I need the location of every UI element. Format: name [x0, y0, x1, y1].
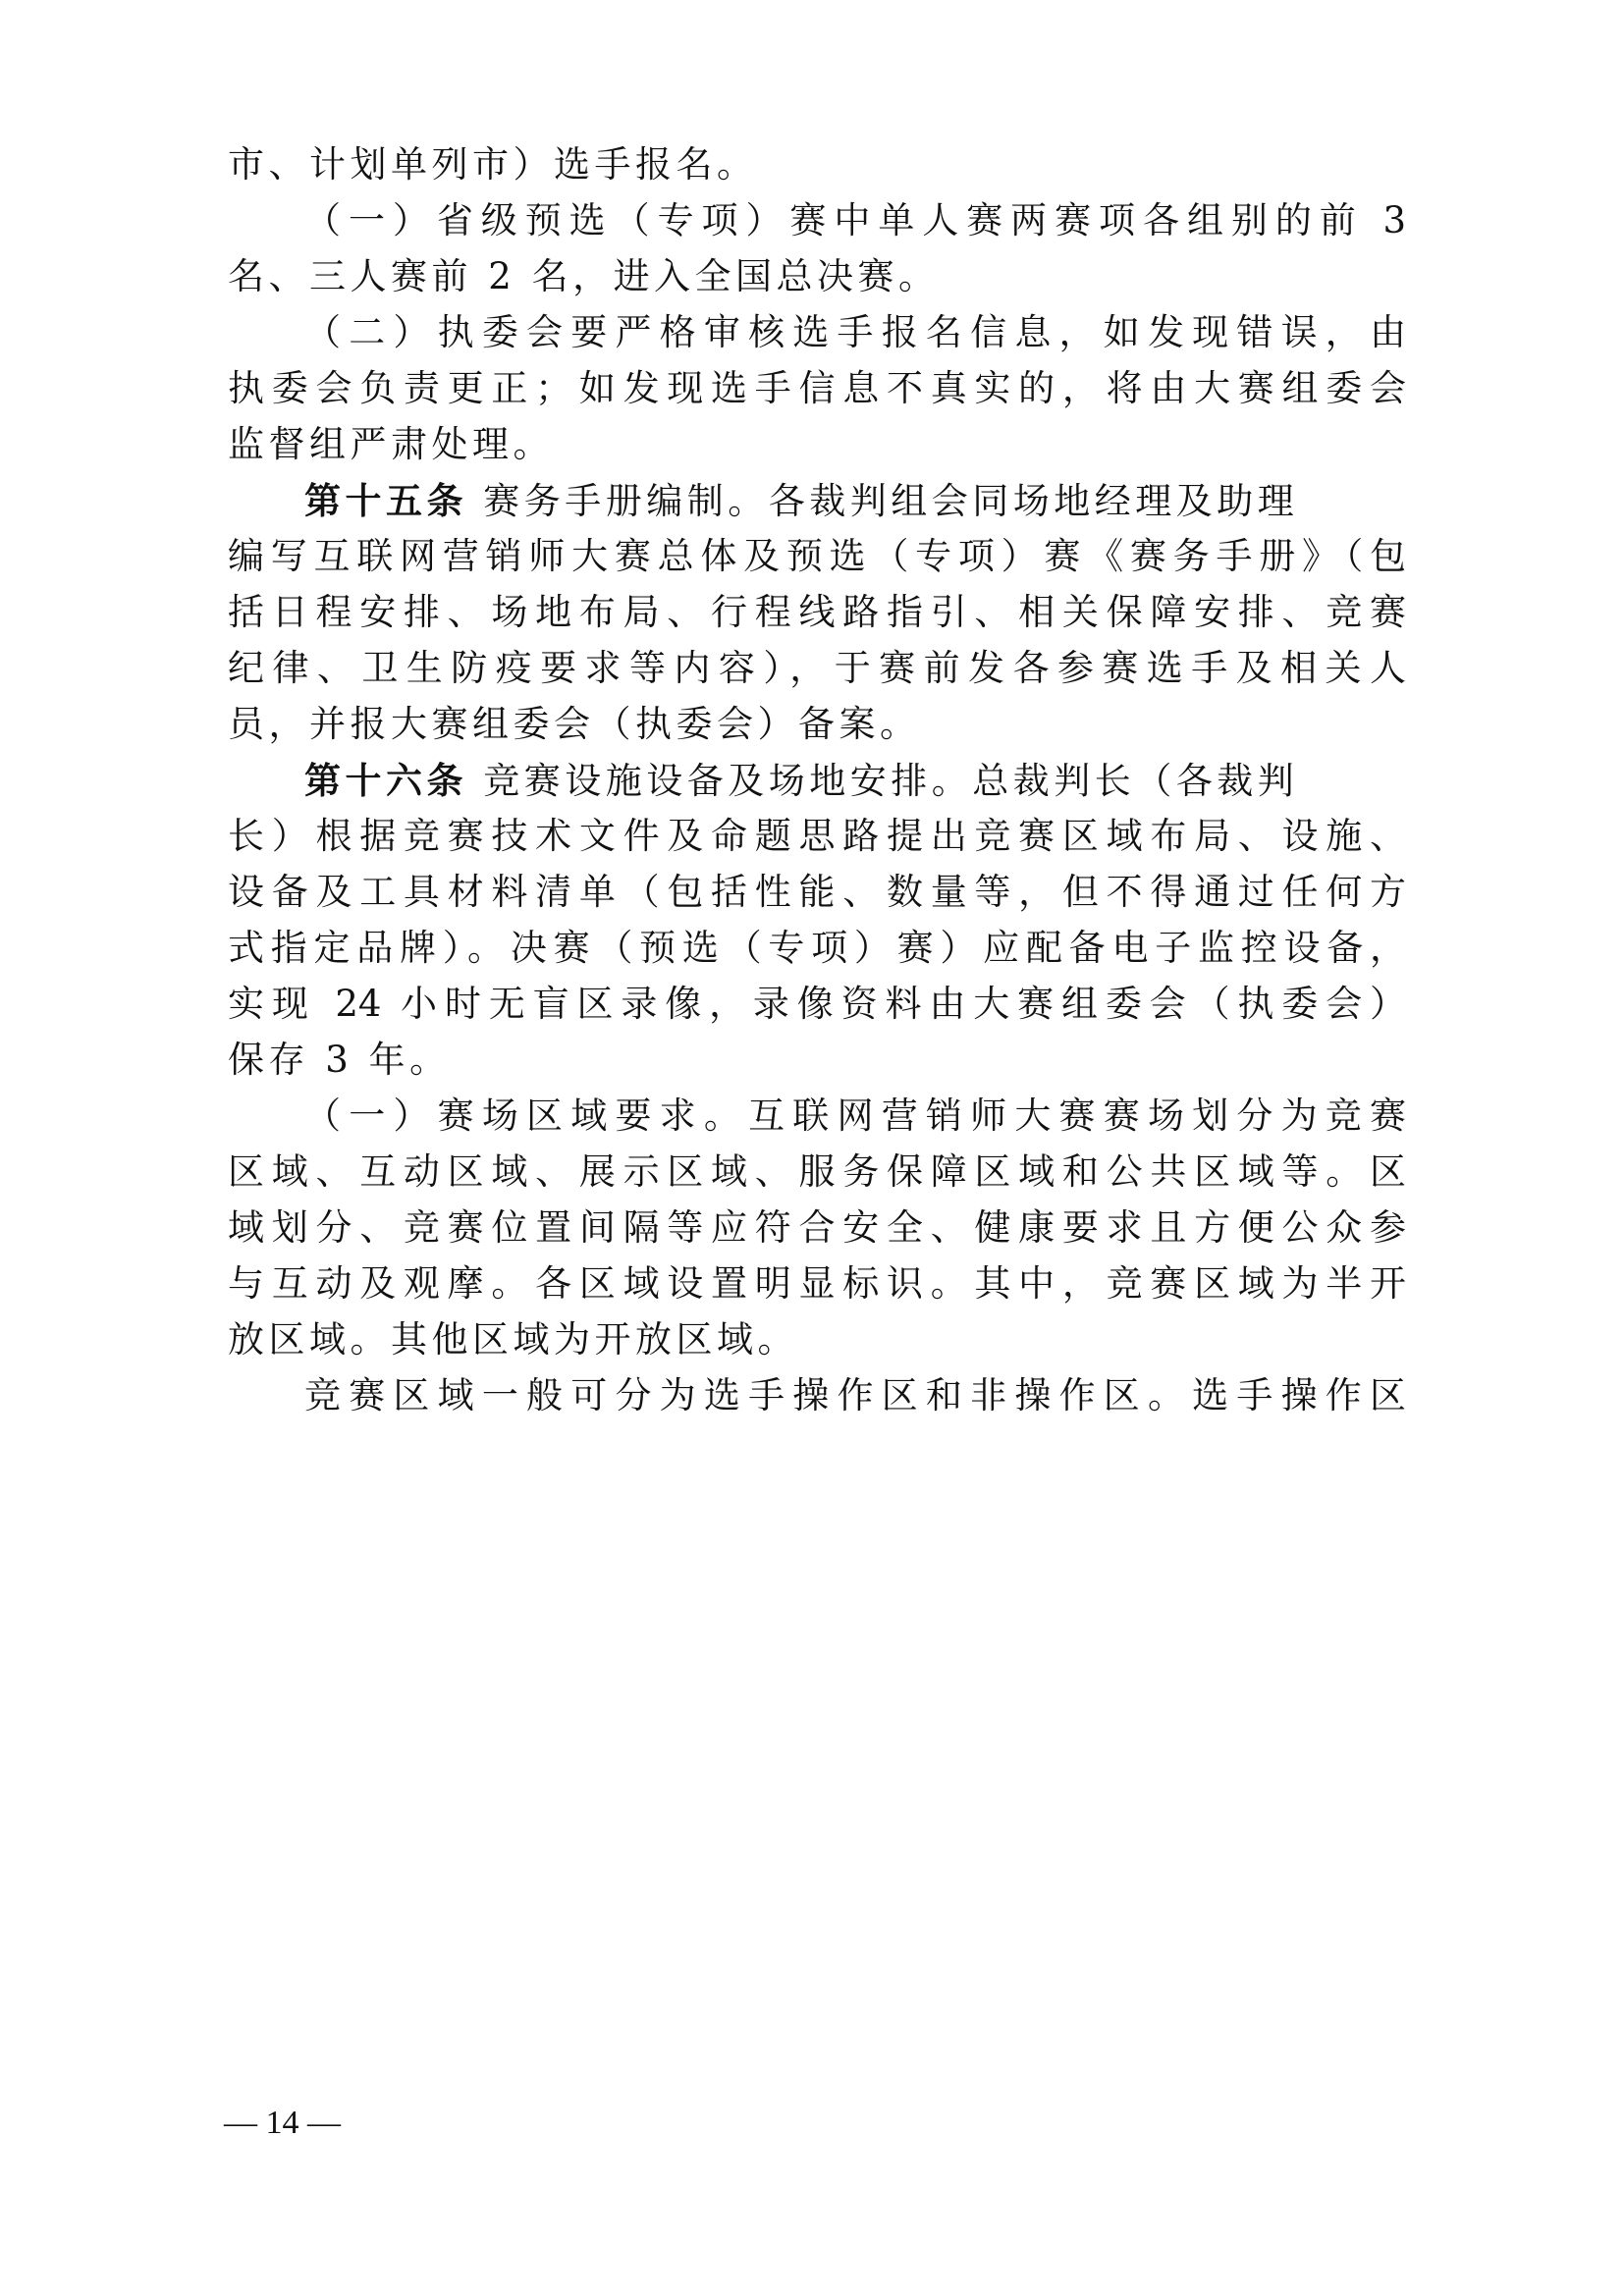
page-number: — 14 —: [224, 2105, 341, 2141]
text-line: （一）省级预选（专项）赛中单人赛两赛项各组别的前 3: [304, 199, 1406, 241]
article-text: 赛务手册编制。各裁判组会同场地经理及助理: [483, 480, 1299, 522]
text-line: （一）赛场区域要求。互联网营销师大赛赛场划分为竞赛: [304, 1095, 1406, 1137]
text-line: 监督组严肃处理。: [228, 423, 554, 465]
article-text: 竞赛设施设备及场地安排。总裁判长（各裁判: [483, 760, 1299, 802]
article-number: 第十五条: [304, 479, 467, 522]
text-line: 式指定品牌）。决赛（预选（专项）赛）应配备电子监控设备，: [228, 927, 1406, 969]
text-line: 括日程安排、场地布局、行程线路指引、相关保障安排、竞赛: [228, 591, 1406, 633]
text-line: 执委会负责更正；如发现选手信息不真实的，将由大赛组委会: [228, 367, 1406, 409]
text-line: 长）根据竞赛技术文件及命题思路提出竞赛区域布局、设施、: [228, 815, 1406, 857]
article-number: 第十六条: [304, 759, 467, 802]
text-line: 与互动及观摩。各区域设置明显标识。其中，竞赛区域为半开: [228, 1262, 1406, 1305]
article-heading-line: [304, 471, 1406, 530]
text-line: 纪律、卫生防疫要求等内容），于赛前发各参赛选手及相关人: [228, 647, 1406, 689]
text-line: （二）执委会要严格审核选手报名信息，如发现错误，由: [304, 311, 1406, 353]
text-line: 竞赛区域一般可分为选手操作区和非操作区。选手操作区: [304, 1374, 1406, 1416]
text-line: 放区域。其他区域为开放区域。: [228, 1318, 798, 1361]
text-line: 设备及工具材料清单（包括性能、数量等，但不得通过任何方: [228, 871, 1406, 913]
text-line: 市、计划单列市）选手报名。: [228, 143, 758, 186]
text-line: 保存 3 年。: [228, 1039, 451, 1081]
text-line: 名、三人赛前 2 名，进入全国总决赛。: [228, 255, 940, 297]
text-line: 域划分、竞赛位置间隔等应符合安全、健康要求且方便公众参: [228, 1206, 1406, 1249]
text-line: 员，并报大赛组委会（执委会）备案。: [228, 703, 921, 745]
text-line: 编写互联网营销师大赛总体及预选（专项）赛《赛务手册》（包: [228, 535, 1406, 577]
article-heading-line: [304, 751, 1406, 810]
text-line: 区域、互动区域、展示区域、服务保障区域和公共区域等。区: [228, 1150, 1406, 1193]
text-line: 实现 24 小时无盲区录像，录像资料由大赛组委会（执委会）: [228, 983, 1406, 1025]
